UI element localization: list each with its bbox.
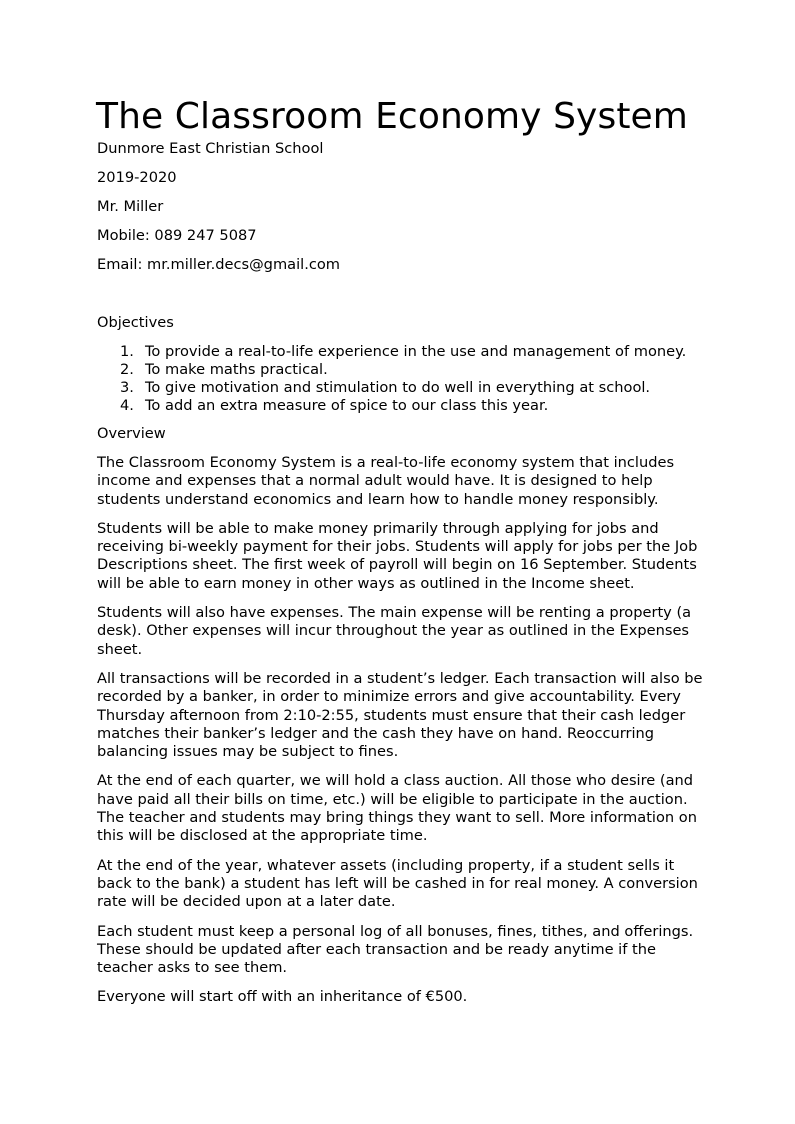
- overview-paragraph: At the end of each quarter, we will hold a class auction. All those who desire (and have paid all their bills on time, etc.) will be eligible to participate in the auction. The teacher and students may bring things they want to sell. More information on this will be disclosed at the appropriate time.: [97, 772, 697, 845]
- overview-paragraph: Students will also have expenses. The main expense will be renting a property (a desk). Other expenses will incur throughout the year as outlined in the Expenses sheet.: [97, 604, 692, 658]
- objective-number: 1.: [120, 343, 134, 360]
- objective-number: 3.: [120, 379, 134, 396]
- objectives-heading: Objectives: [97, 314, 174, 331]
- objective-item: [97, 361, 707, 379]
- document-title: The Classroom Economy System: [96, 96, 688, 137]
- overview-paragraph: The Classroom Economy System is a real-to-life economy system that includes income and expenses that a normal adult would have. It is designed to help students understand economics and learn how to handle money responsibly.: [97, 454, 675, 508]
- overview-paragraph: Students will be able to make money primarily through applying for jobs and receiving bi-weekly payment for their jobs. Students will apply for jobs per the Job Descriptions sheet. The first week of payroll will begin on 16 September. Students will be able to earn money in other ways as outlined in the Income sheet.: [97, 519, 698, 592]
- document-page: [97, 94, 707, 1018]
- document-meta: [97, 140, 707, 274]
- objective-text: To give motivation and stimulation to do well in everything at school.: [145, 379, 651, 396]
- objectives-list: [97, 343, 707, 415]
- overview-paragraph: At the end of the year, whatever assets (including property, if a student sells it back to the bank) a student has left will be cashed in for real money. A conversion rate will be decided upon at a later date.: [97, 856, 698, 911]
- overview-paragraph: All transactions will be recorded in a student’s ledger. Each transaction will also be recorded by a banker, in order to minimize errors and give accountability. Every Thursday afternoon from 2:10-2:55, students must ensure that their cash ledger matches their banker’s ledger and the cash they have on hand. Reoccurring balancing issues may be subject to fines.: [97, 669, 703, 761]
- objective-number: 2.: [120, 361, 134, 378]
- objective-item: [97, 379, 707, 397]
- teacher-email: Email: mr.miller.decs@gmail.com: [97, 256, 341, 273]
- objective-text: To provide a real-to-life experience in the use and management of money.: [145, 343, 687, 360]
- overview-paragraph: Each student must keep a personal log of all bonuses, fines, tithes, and offerings. These should be updated after each transaction and be ready anytime if the teacher asks to see them.: [97, 922, 694, 977]
- objective-text: To make maths practical.: [145, 361, 328, 378]
- school-year: 2019-2020: [97, 169, 177, 186]
- objective-item: [97, 397, 707, 415]
- objective-number: 4.: [120, 397, 134, 414]
- objective-item: [97, 343, 707, 361]
- overview-paragraph: Everyone will start off with an inheritance of €500.: [97, 988, 468, 1006]
- teacher-mobile: Mobile: 089 247 5087: [97, 227, 257, 244]
- teacher-name: Mr. Miller: [97, 198, 164, 215]
- school-name: Dunmore East Christian School: [97, 140, 324, 157]
- overview-heading: Overview: [97, 425, 166, 442]
- overview-body: [97, 454, 707, 1007]
- objective-text: To add an extra measure of spice to our class this year.: [145, 397, 549, 414]
